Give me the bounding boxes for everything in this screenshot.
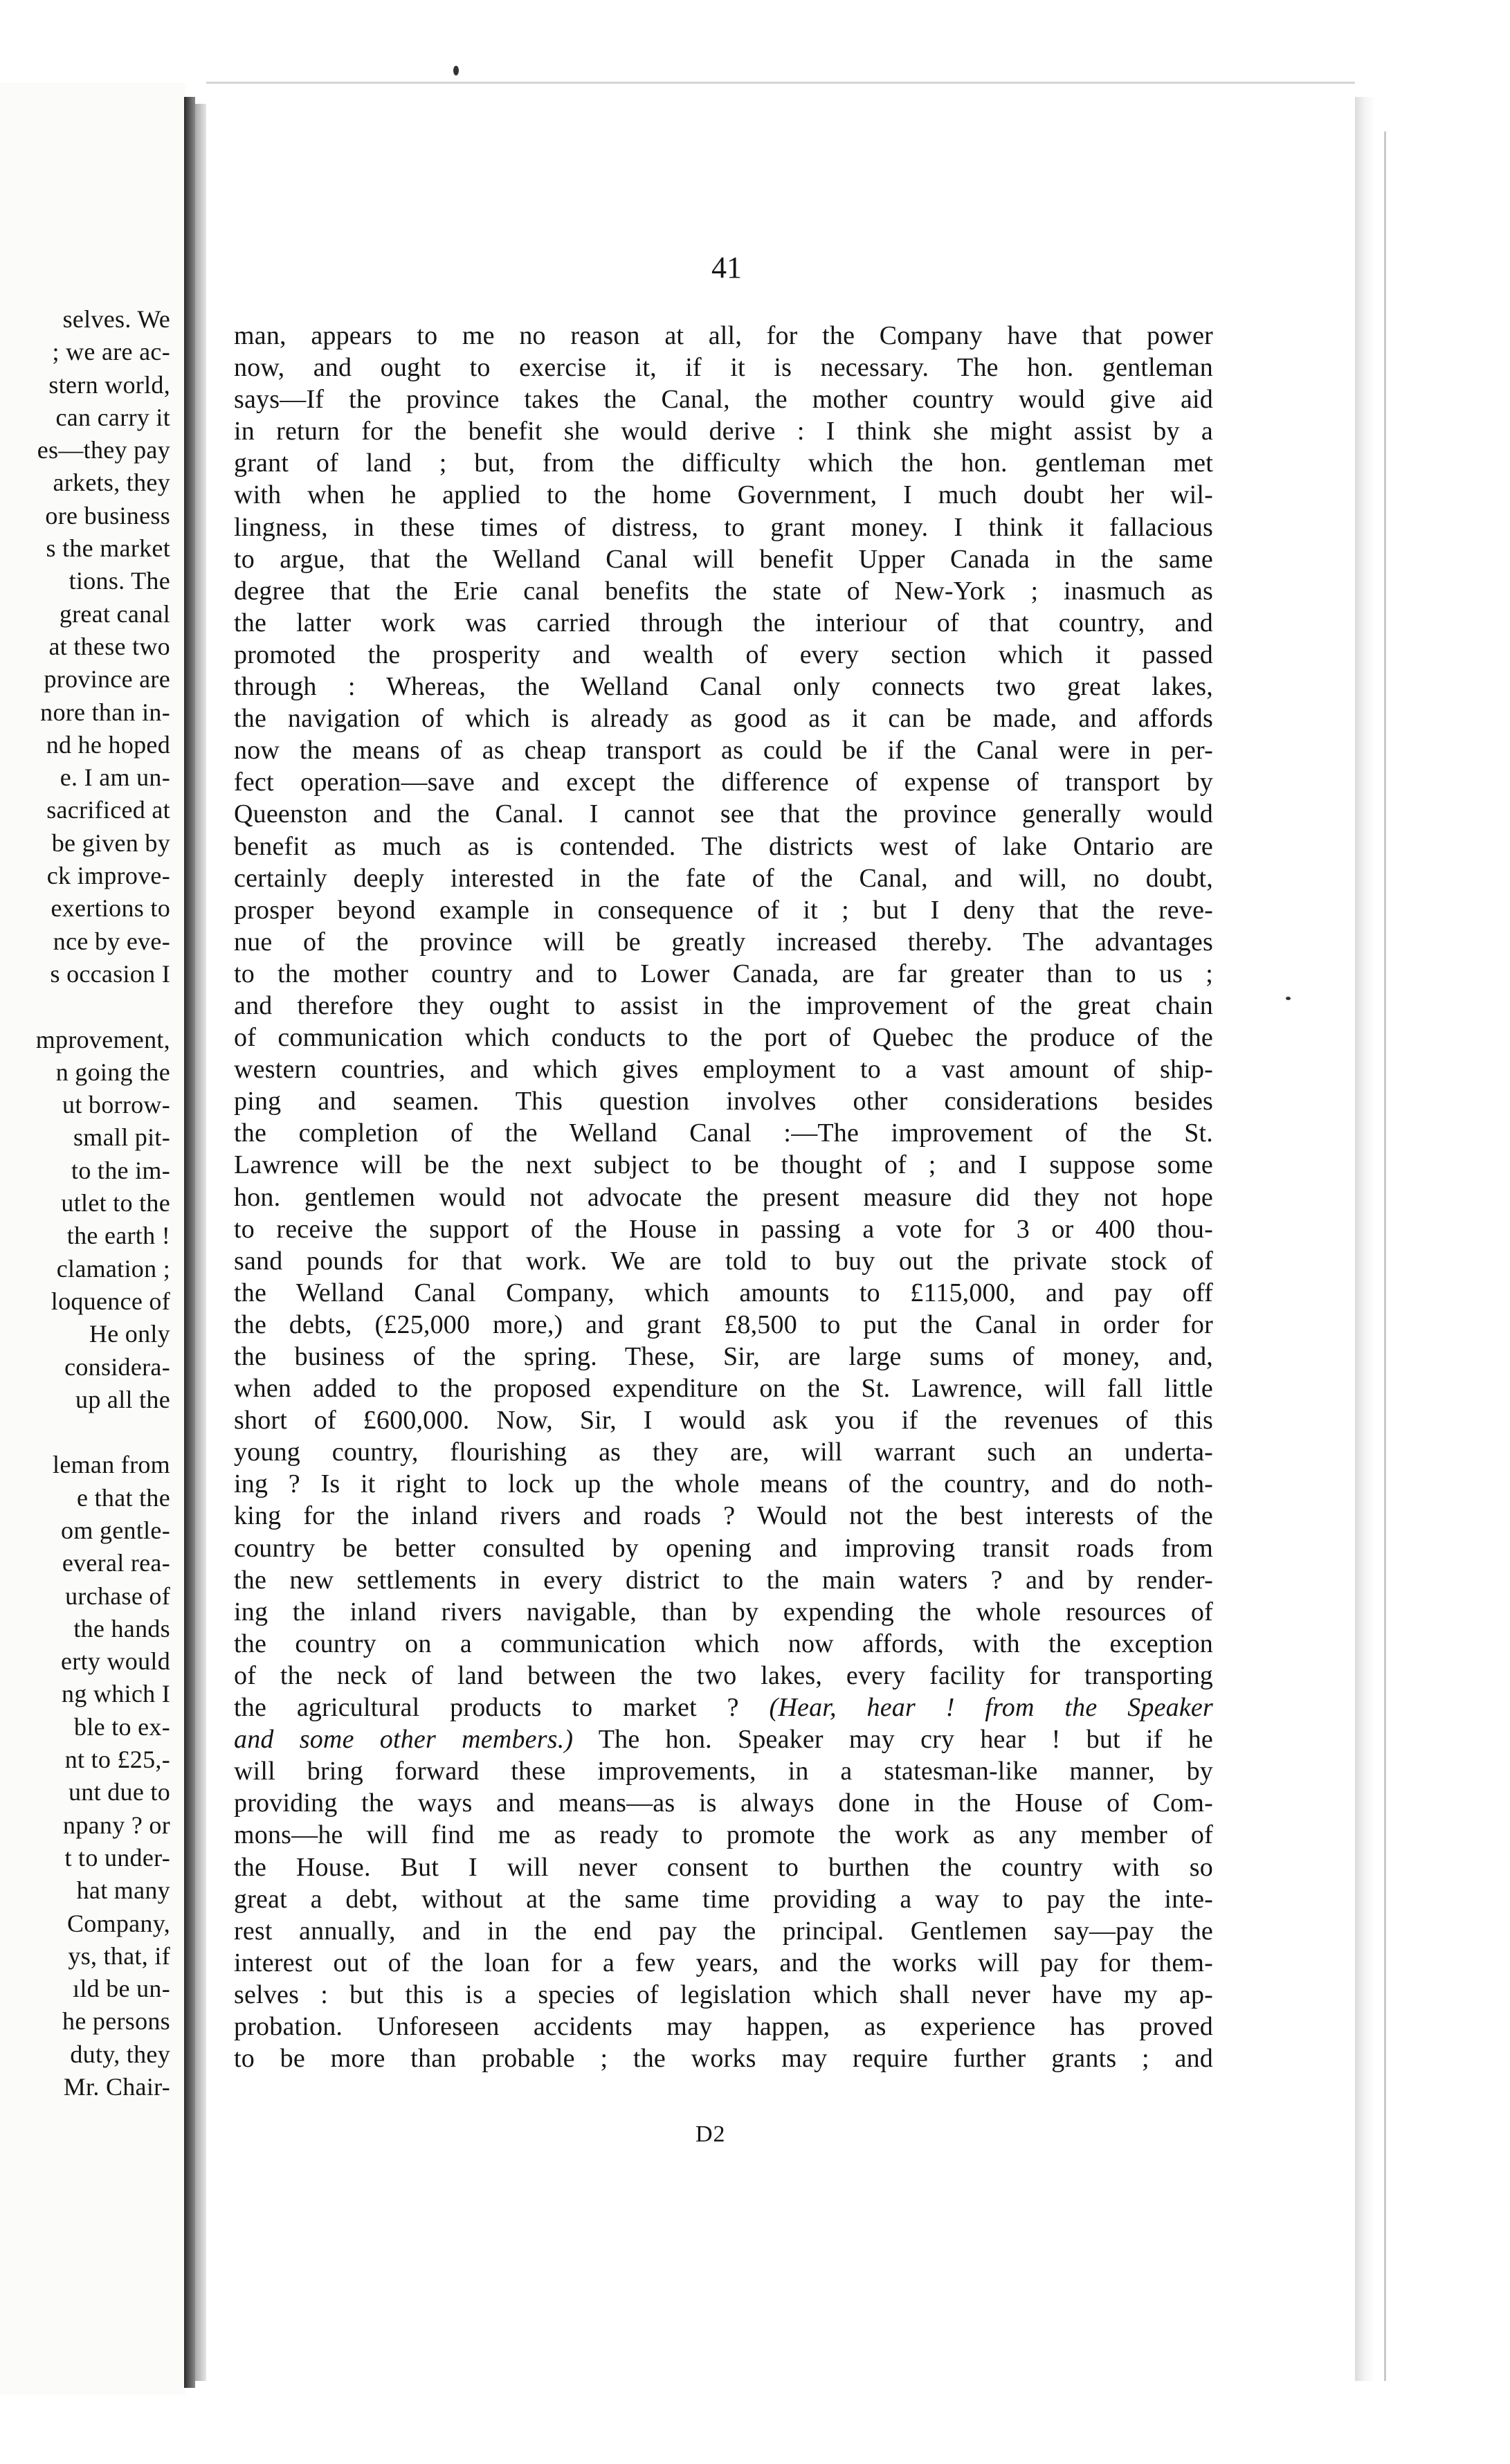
- facing-page-line: he persons: [62, 2007, 170, 2036]
- facing-page-line: e that the: [77, 1483, 170, 1512]
- facing-page-line: mprovement,: [35, 1025, 170, 1053]
- facing-page-line: sacrificed at: [46, 796, 170, 824]
- text-line: now, and ought to exercise it, if it is necessary. The hon. gentleman: [234, 353, 1213, 383]
- facing-page-line: small pit-: [73, 1123, 170, 1152]
- facing-page-line: nd he hoped: [46, 730, 170, 759]
- facing-page-line: He only: [89, 1320, 170, 1348]
- scan-speck: [453, 66, 459, 75]
- text-line: now the means of as cheap transport as could be if the Canal were in per-: [234, 736, 1213, 766]
- text-line: [234, 1692, 1213, 1723]
- text-line: to receive the support of the House in passing a vote for 3 or 400 thou-: [234, 1214, 1213, 1244]
- text-line: with when he applied to the home Government, I much doubt her wil-: [234, 480, 1213, 510]
- text-line: providing the ways and means—as is always done in the House of Com-: [234, 1788, 1213, 1818]
- facing-page-line: n going the: [55, 1058, 170, 1086]
- facing-page-line: ck improve-: [46, 862, 170, 890]
- facing-page-line: province are: [44, 665, 170, 694]
- facing-page-line: stern world,: [48, 370, 170, 399]
- page-body-text: [234, 320, 1213, 2074]
- text-line: of communication which conducts to the port of Quebec the produce of the: [234, 1023, 1213, 1053]
- facing-page-line: the earth !: [66, 1222, 170, 1250]
- facing-page-line: loquence of: [51, 1287, 170, 1315]
- text-line: says—If the province takes the Canal, the mother country would give aid: [234, 385, 1213, 415]
- text-line: the country on a communication which now affords, with the exception: [234, 1629, 1213, 1658]
- facing-page-line: ut borrow-: [62, 1091, 170, 1119]
- facing-page-fragment: [0, 83, 185, 2395]
- facing-page-line: [0, 1416, 170, 1449]
- text-line: certainly deeply interested in the fate of the Canal, and will, no doubt,: [234, 863, 1213, 893]
- text-line: through : Whereas, the Welland Canal only connects two great lakes,: [234, 672, 1213, 702]
- text-line: promoted the prosperity and wealth of every section which it passed: [234, 640, 1213, 669]
- facing-page-line: erty would: [61, 1647, 170, 1676]
- text-line: benefit as much as is contended. The districts west of lake Ontario are: [234, 831, 1213, 861]
- binding-gutter: [184, 97, 195, 2388]
- facing-page-line: urchase of: [65, 1582, 170, 1610]
- facing-page-line: to the im-: [71, 1156, 170, 1184]
- text-line: rest annually, and in the end pay the principal. Gentlemen say—pay the: [234, 1916, 1213, 1946]
- text-line: the Welland Canal Company, which amounts to £115,000, and pay off: [234, 1278, 1213, 1307]
- facing-page-line: considera-: [64, 1352, 170, 1381]
- text-line: short of £600,000. Now, Sir, I would ask you if the revenues of this: [234, 1406, 1213, 1435]
- text-line: mons—he will find me as ready to promote the work as any member of: [234, 1820, 1213, 1850]
- facing-page-line: s occasion I: [50, 959, 170, 988]
- facing-page-line: ng which I: [62, 1680, 170, 1708]
- facing-page-line: up all the: [75, 1385, 170, 1413]
- facing-page-line: es—they pay: [37, 436, 170, 464]
- facing-page-line: t to under-: [64, 1843, 170, 1872]
- text-line: grant of land ; but, from the difficulty which the hon. gentleman met: [234, 449, 1213, 478]
- facing-page-line: duty, they: [70, 2040, 170, 2068]
- text-line: the new settlements in every district to the main waters ? and by render-: [234, 1565, 1213, 1595]
- facing-page-line: the hands: [73, 1614, 170, 1642]
- facing-page-line: om gentle-: [61, 1516, 170, 1544]
- facing-page-line: great canal: [59, 599, 170, 628]
- facing-page-line: arkets, they: [53, 469, 170, 497]
- text-line: in return for the benefit she would derive : I think she might assist by a: [234, 417, 1213, 446]
- text-line: ing the inland rivers navigable, than by expending the whole resources of: [234, 1597, 1213, 1627]
- text-line-part: the agricultural products to market ?: [234, 1693, 770, 1723]
- text-line: lingness, in these times of distress, to grant money. I think it fallacious: [234, 512, 1213, 542]
- facing-page-line: tions. The: [69, 567, 170, 595]
- facing-page-line: leman from: [53, 1451, 170, 1479]
- facing-page-line: exertions to: [51, 894, 170, 923]
- facing-page-line: at these two: [48, 632, 170, 660]
- text-line: fect operation—save and except the difference of expense of transport by: [234, 768, 1213, 797]
- text-line: western countries, and which gives employment to a vast amount of ship-: [234, 1055, 1213, 1085]
- facing-page-line: ys, that, if: [68, 1941, 170, 1970]
- text-line: man, appears to me no reason at all, for the Company have that power: [234, 321, 1213, 350]
- facing-page-line: can carry it: [55, 403, 170, 431]
- text-line: Queenston and the Canal. I cannot see that the province generally would: [234, 799, 1213, 829]
- text-line-part: The hon. Speaker may cry hear ! but if he: [573, 1725, 1213, 1755]
- facing-page-line: npany ? or: [63, 1811, 170, 1839]
- scan-speck: [1286, 997, 1291, 1000]
- text-line: sand pounds for that work. We are told to buy out the private stock of: [234, 1246, 1213, 1276]
- facing-page-line: utlet to the: [61, 1189, 170, 1217]
- text-line: and therefore they ought to assist in the improvement of the great chain: [234, 990, 1213, 1020]
- facing-page-line: hat many: [76, 1876, 170, 1905]
- italic-interjection: (Hear, hear ! from the Speaker: [769, 1693, 1213, 1723]
- facing-page-line: ; we are ac-: [52, 338, 170, 366]
- text-line: young country, flourishing as they are, will warrant such an underta-: [234, 1438, 1213, 1467]
- italic-interjection: and some other members.): [234, 1725, 574, 1755]
- page-edge-shadow: [1355, 97, 1376, 2381]
- text-line: king for the inland rivers and roads ? Would not the best interests of the: [234, 1501, 1213, 1531]
- facing-page-line: nce by eve-: [53, 927, 170, 955]
- text-line: to be more than probable ; the works may require further grants ; and: [234, 2044, 1213, 2074]
- facing-page-line: Mr. Chair-: [63, 2073, 170, 2101]
- text-line: [234, 1723, 1213, 1755]
- facing-page-text: [0, 303, 170, 2103]
- facing-page-line: s the market: [46, 534, 170, 563]
- text-line: when added to the proposed expenditure on the St. Lawrence, will fall little: [234, 1374, 1213, 1404]
- facing-page-line: e. I am un-: [60, 763, 170, 792]
- facing-page-line: nt to £25,-: [64, 1746, 170, 1774]
- text-line: probation. Unforeseen accidents may happen, as experience has proved: [234, 2011, 1213, 2041]
- text-line: ing ? Is it right to lock up the whole means of the country, and do noth-: [234, 1469, 1213, 1499]
- facing-page-line: ble to ex-: [74, 1712, 170, 1741]
- text-line: the House. But I will never consent to burthen the country with so: [234, 1852, 1213, 1882]
- text-line: prosper beyond example in consequence of it ; but I deny that the reve-: [234, 895, 1213, 925]
- text-line: ping and seamen. This question involves other considerations besides: [234, 1087, 1213, 1116]
- facing-page-line: selves. We: [62, 305, 170, 333]
- gutter-shadow: [195, 104, 206, 2381]
- facing-page-line: everal rea-: [62, 1549, 170, 1577]
- text-line: to argue, that the Welland Canal will benefit Upper Canada in the same: [234, 544, 1213, 574]
- page-number: 41: [711, 251, 742, 284]
- text-line: the debts, (£25,000 more,) and grant £8,500 to put the Canal in order for: [234, 1310, 1213, 1339]
- facing-page-line: be given by: [51, 828, 170, 857]
- text-line: of the neck of land between the two lakes, every facility for transporting: [234, 1660, 1213, 1690]
- signature-mark: D2: [695, 2121, 726, 2147]
- text-line: hon. gentlemen would not advocate the present measure did they not hope: [234, 1182, 1213, 1212]
- text-line: selves : but this is a species of legislation which shall never have my ap-: [234, 1980, 1213, 2009]
- text-line: great a debt, without at the same time providing a way to pay the inte-: [234, 1884, 1213, 1914]
- text-line: to the mother country and to Lower Canada, are far greater than to us ;: [234, 959, 1213, 988]
- text-line: Lawrence will be the next subject to be thought of ; and I suppose some: [234, 1150, 1213, 1180]
- facing-page-line: Company,: [66, 1909, 170, 1937]
- facing-page-line: ore business: [45, 501, 170, 529]
- facing-page-line: clamation ;: [56, 1254, 170, 1283]
- text-line: the navigation of which is already as good as it can be made, and affords: [234, 704, 1213, 734]
- text-line: the completion of the Welland Canal :—The improvement of the St.: [234, 1118, 1213, 1148]
- facing-page-line: nore than in-: [40, 698, 170, 726]
- text-line: country be better consulted by opening and improving transit roads from: [234, 1533, 1213, 1563]
- facing-page-line: [0, 990, 170, 1023]
- facing-page-line: unt due to: [69, 1778, 170, 1806]
- text-line: nue of the province will be greatly increased thereby. The advantages: [234, 927, 1213, 957]
- facing-page-line: ıld be un-: [73, 1975, 170, 2003]
- text-line: degree that the Erie canal benefits the state of New-York ; inasmuch as: [234, 576, 1213, 606]
- text-line: the latter work was carried through the interiour of that country, and: [234, 608, 1213, 637]
- page-edge-line: [1384, 132, 1386, 2381]
- text-line: interest out of the loan for a few years, and the works will pay for them-: [234, 1948, 1213, 1977]
- text-line: will bring forward these improvements, in a statesman-like manner, by: [234, 1757, 1213, 1786]
- text-line: the business of the spring. These, Sir, are large sums of money, and,: [234, 1342, 1213, 1371]
